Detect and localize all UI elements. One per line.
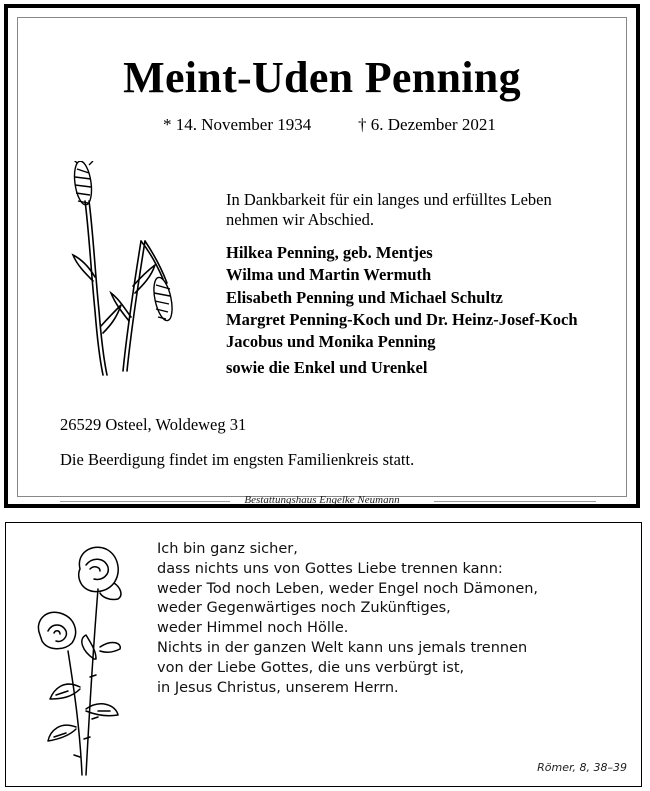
mourners-list — [226, 242, 578, 380]
verse-text — [157, 540, 538, 698]
thanks-line: nehmen wir Abschied. — [226, 210, 375, 229]
verse-line: in Jesus Christus, unserem Herrn. — [157, 679, 399, 696]
bible-verse-card — [5, 522, 642, 787]
thanks-text — [226, 190, 552, 230]
address: 26529 Osteel, Woldeweg 31 — [60, 415, 247, 434]
verse-line: weder Himmel noch Hölle. — [157, 620, 349, 637]
verse-line: weder Tod noch Leben, weder Engel noch Dämonen, — [157, 580, 539, 597]
death-date: † 6. Dezember 2021 — [358, 115, 496, 134]
mourner-line: Wilma und Martin Wermuth — [226, 265, 432, 285]
mourner-line: Jacobus und Monika Penning — [226, 332, 436, 352]
funeral-note: Die Beerdigung findet im engsten Familienkreis statt. — [60, 450, 415, 469]
thanks-line: In Dankbarkeit für ein langes und erfülltes Leben — [226, 190, 552, 209]
verse-line: von der Liebe Gottes, die uns verbürgt ist, — [157, 659, 465, 676]
verse-line: Nichts in der ganzen Welt kann uns jemals trennen — [157, 639, 528, 656]
birth-date: * 14. November 1934 — [163, 115, 312, 134]
mourner-line: Elisabeth Penning und Michael Schultz — [226, 287, 503, 307]
mourner-line: sowie die Enkel und Urenkel — [226, 358, 428, 378]
wheat-icon — [63, 161, 173, 381]
funeral-home-credit: Bestattungshaus Engelke Neumann — [244, 494, 400, 506]
mourner-line: Hilkea Penning, geb. Mentjes — [226, 243, 433, 262]
verse-citation: Römer, 8, 38–39 — [537, 761, 627, 774]
rose-icon — [20, 539, 130, 779]
verse-line: dass nichts uns von Gottes Liebe trennen kann: — [157, 560, 503, 577]
mourner-line: Margret Penning-Koch und Dr. Heinz-Josef-Koch — [226, 309, 578, 329]
obituary-inner-frame — [17, 17, 627, 506]
deceased-name: Meint-Uden Penning — [123, 53, 521, 102]
verse-line: Ich bin ganz sicher, — [157, 541, 298, 557]
obituary-notice — [4, 4, 640, 508]
verse-line: weder Gegenwärtiges noch Zukünftiges, — [157, 600, 451, 617]
